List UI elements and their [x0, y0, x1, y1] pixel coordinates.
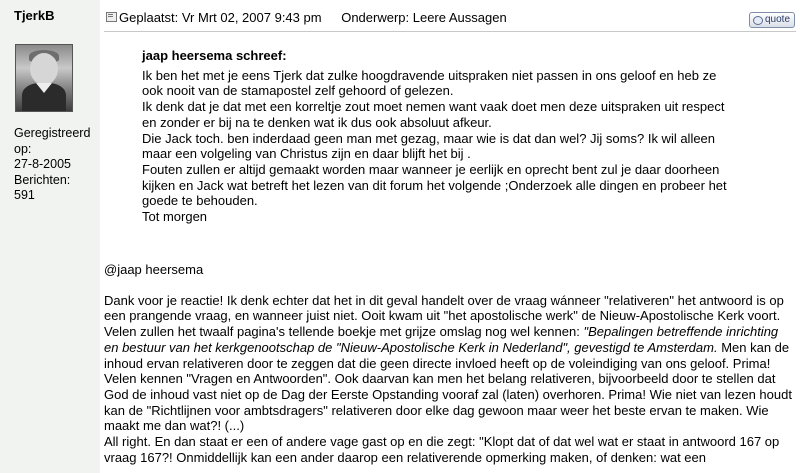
posts-label: Berichten: [14, 172, 71, 187]
quote-line: kijken en Jack wat betreft het lezen van dit forum het volgende ;Onderzoek alle dingen en probeer het [142, 177, 727, 193]
quote-line: Tot morgen [142, 209, 208, 225]
avatar [15, 44, 73, 112]
quote-line: Die Jack toch. ben inderdaad geen man met gezag, maar wie is dat dan wel? Jij soms? Ik wil alleen [142, 130, 716, 146]
post-icon [106, 12, 117, 22]
reply-text: Dank voor je reactie! Ik denk echter dat het in dit geval handelt over de vraag wánneer "relativeren" het antwoord is op een prangende vraag, en wanneer juist niet. Ooit kwam uit "het apostolische werk" de Nieuw-Apostolische Kerk voort. Velen zullen het twaalf pagina's tellende boekje met grijze omslag nog wel kennen: [104, 292, 784, 340]
paragraph-gap [104, 278, 796, 293]
author-sidebar [0, 0, 100, 473]
quote-line: ook nooit van de stamapostel zelf gehoord of gelezen. [142, 83, 454, 99]
reply-body [104, 262, 796, 465]
quote-button[interactable] [749, 12, 795, 28]
reply-greeting: @jaap heersema [104, 262, 204, 277]
reply-text: Men kan de inhoud ervan relativeren door te zeggen dat die geen directe invloed heeft op de voleindiging van ons geloof. Prima! Velen kennen "Vragen en Antwoorden". Ook daarvan kan men het belang relativeren, bijvoorbeeld door te stellen dat God de inhoud vast niet op de Dag der Eerste Opstanding vooraf zal (laten) overhoren. Prima! Wie niet van lezen houdt kan de "Richtlijnen voor ambtsdragers" relativeren door elke dag gewoon maar weer het beste ervan te maken. Wie maakt me dan wat?! (...) [104, 339, 792, 434]
quote-icon [753, 16, 763, 25]
quote-line: goede te behouden. [142, 193, 258, 209]
posts-count: 591 [14, 188, 35, 203]
quote-line: Fouten zullen er altijd gemaakt worden maar wanneer je eerlijk en oprecht bent zul je daar doorheen [142, 161, 720, 177]
user-info [14, 126, 90, 204]
quote-block [142, 48, 792, 225]
user-status: Geregistreerd [14, 126, 91, 140]
reply-paragraph-2: All right. En dan staat er een of andere vage gast op en die zegt: "Klopt dat of dat wel wat er staat in antwoord 167 op vraag 167?! Onmiddellijk kan een ander daarop een relativerende opmerking maken, of denken: wat een [104, 434, 780, 465]
reply-paragraph-1 [104, 293, 796, 434]
joined-label: op: [14, 141, 32, 156]
post-header [104, 8, 800, 28]
quote-heading: jaap heersema schreef: [142, 48, 287, 63]
avatar-head [30, 53, 58, 85]
joined-date: 27-8-2005 [14, 157, 71, 172]
author-name[interactable]: TjerkB [14, 8, 55, 23]
posted-date: Geplaatst: Vr Mrt 02, 2007 9:43 pm [119, 10, 322, 25]
quote-line: maar een volgeling van Christus zijn en daar blijft het bij . [142, 146, 471, 162]
quote-button-label: quote [765, 14, 791, 25]
quote-line: Ik ben het met je eens Tjerk dat zulke hoogdravende uitspraken niet passen in ons geloof en heb ze [142, 67, 717, 83]
reply-italic-title: "Bepalingen betreffende inrichting en bestuur van het kerkgenootschap de "Nieuw-Apostolische Kerk in Nederland", gevestigd te Amsterdam. [104, 324, 779, 355]
quote-line: en zonder er bij na te denken wat ik dus ook absoluut afkeur. [142, 114, 492, 130]
quote-line: Ik denk dat je dat met een korreltje zout moet nemen want vaak doet men deze uitspraken uit respect [142, 99, 725, 115]
post-meta [119, 10, 507, 25]
post-subject: Onderwerp: Leere Aussagen [341, 10, 507, 25]
header-divider [104, 31, 796, 32]
